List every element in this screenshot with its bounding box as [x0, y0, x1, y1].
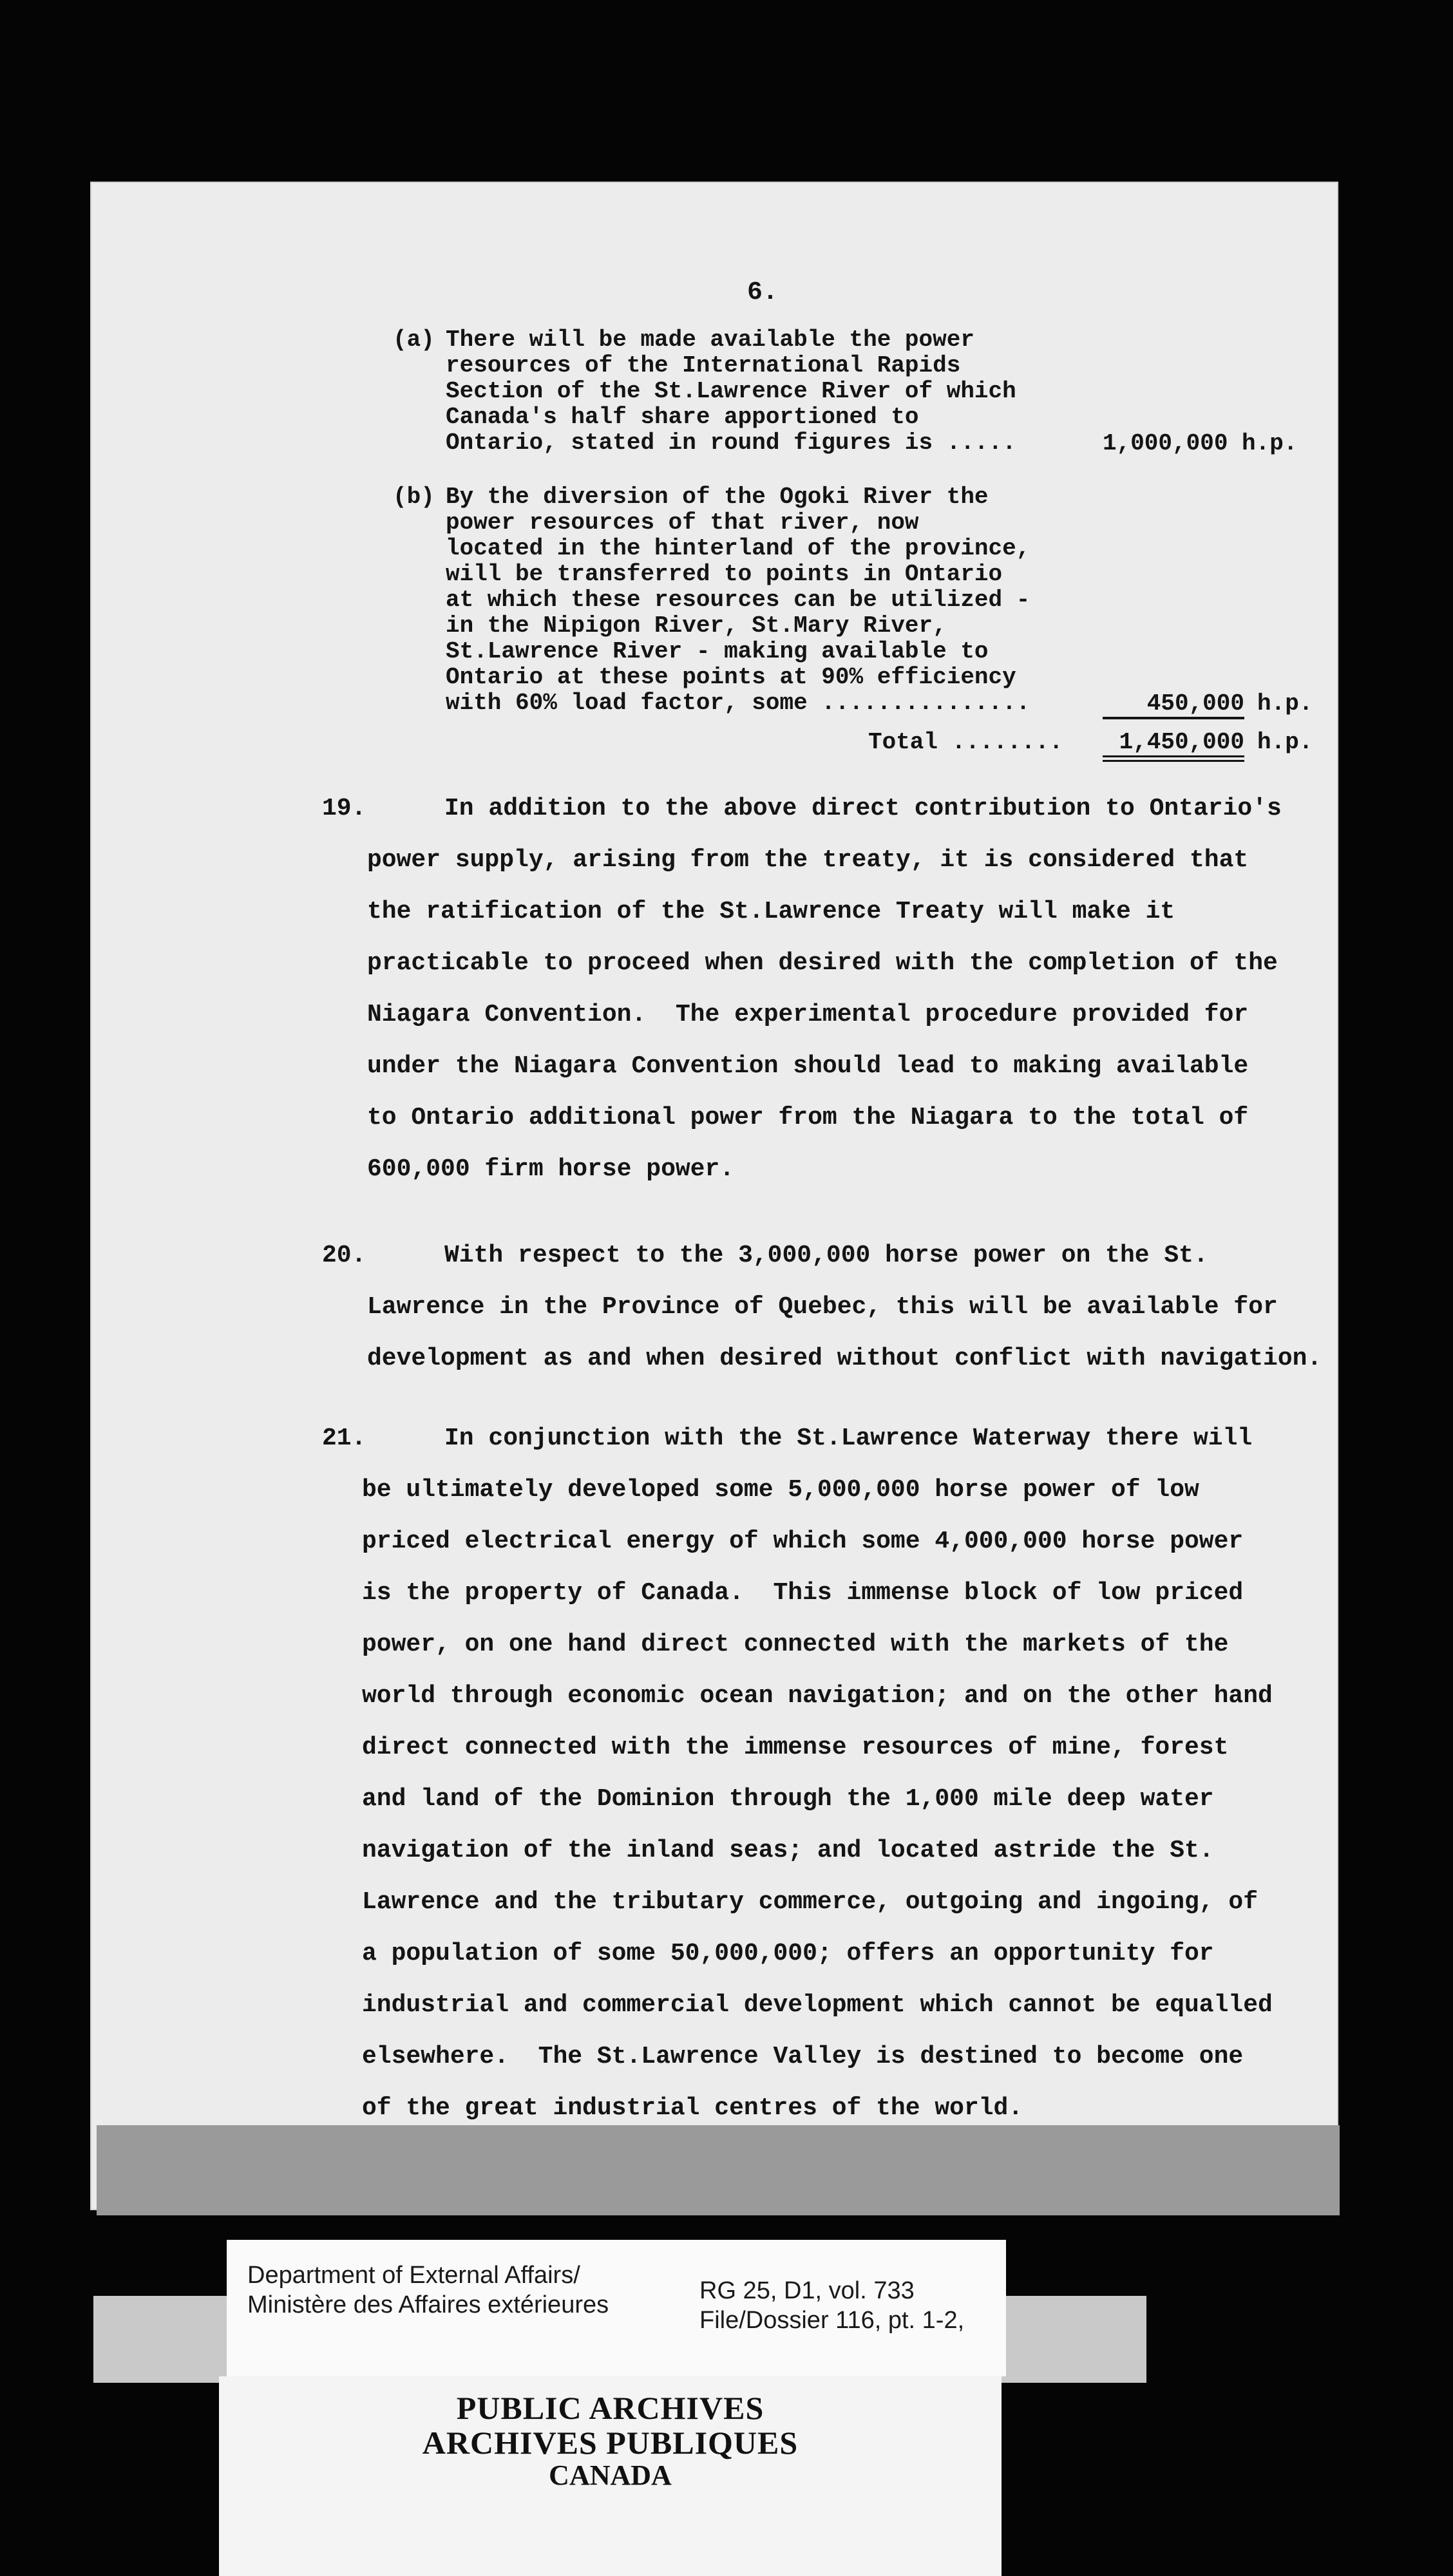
paragraph-line: Lawrence in the Province of Quebec, this will be available for [367, 1293, 1278, 1321]
figure-b: 450,000 [1103, 690, 1244, 719]
archive-label [227, 2240, 1006, 2376]
paragraph-line: a population of some 50,000,000; offers an opportunity for [362, 1940, 1214, 1967]
paragraph-line: practicable to proceed when desired with the completion of the [367, 949, 1278, 977]
figure-b-unit: h.p. [1257, 690, 1313, 717]
total-unit: h.p. [1257, 729, 1313, 755]
department-en: Department of External Affairs/ [247, 2262, 580, 2289]
item-line: located in the hinterland of the province, [446, 535, 1030, 562]
paragraph-line: world through economic ocean navigation; and on the other hand [362, 1682, 1273, 1710]
paragraph-line: Lawrence and the tributary commerce, outgoing and ingoing, of [362, 1888, 1258, 1916]
item-line: There will be made available the power [446, 327, 974, 353]
archives-stamp [219, 2376, 1002, 2576]
paragraph-line: be ultimately developed some 5,000,000 horse power of low [362, 1476, 1199, 1504]
item-line: Ontario at these points at 90% efficiency [446, 664, 1016, 690]
archive-file: File/Dossier 116, pt. 1-2, [699, 2307, 965, 2334]
page-number: 6. [747, 278, 779, 307]
paragraph-line: With respect to the 3,000,000 horse power on the St. [444, 1242, 1208, 1269]
paragraph-line: to Ontario additional power from the Niagara to the total of [367, 1104, 1249, 1132]
stamp-line-3: CANADA [549, 2459, 672, 2491]
paragraph-number: 21. [322, 1425, 366, 1452]
paragraph-line: power supply, arising from the treaty, it is considered that [367, 846, 1249, 874]
item-line: power resources of that river, now [446, 509, 919, 536]
item-line: St.Lawrence River - making available to [446, 638, 989, 665]
paragraph-number: 19. [322, 795, 366, 822]
item-label: (b) [393, 484, 435, 510]
archive-reference: RG 25, D1, vol. 733 [699, 2277, 915, 2304]
paragraph-line: and land of the Dominion through the 1,000 mile deep water [362, 1785, 1214, 1813]
paragraph-line: priced electrical energy of which some 4,000,000 horse power [362, 1528, 1244, 1555]
item-line: resources of the International Rapids [446, 352, 961, 379]
figure-a: 1,000,000 h.p. [1103, 430, 1298, 457]
list-item-b [393, 484, 1359, 716]
paragraph-line: the ratification of the St.Lawrence Treaty will make it [367, 898, 1175, 925]
paragraph-line: of the great industrial centres of the world. [362, 2094, 1023, 2122]
item-line: By the diversion of the Ogoki River the [446, 484, 989, 510]
item-line: will be transferred to points in Ontario [446, 561, 1003, 587]
item-line: Canada's half share apportioned to [446, 404, 919, 430]
paragraph-line: 600,000 firm horse power. [367, 1155, 735, 1183]
paragraph-line: development as and when desired without conflict with navigation. [367, 1345, 1322, 1372]
paragraph-line: power, on one hand direct connected with the markets of the [362, 1631, 1229, 1658]
stamp-line-2: ARCHIVES PUBLIQUES [422, 2425, 799, 2461]
item-line: at which these resources can be utilized - [446, 587, 1030, 613]
item-line: in the Nipigon River, St.Mary River, [446, 612, 947, 639]
total-label: Total ........ [868, 729, 1063, 755]
paragraph-line: elsewhere. The St.Lawrence Valley is destined to become one [362, 2043, 1244, 2070]
item-line: with 60% load factor, some ............... [446, 690, 1030, 716]
paragraph-line: under the Niagara Convention should lead to making available [367, 1052, 1249, 1080]
department-fr: Ministère des Affaires extérieures [247, 2291, 609, 2318]
paragraph-line: navigation of the inland seas; and located astride the St. [362, 1837, 1214, 1864]
paragraph-line: In conjunction with the St.Lawrence Waterway there will [444, 1425, 1253, 1452]
paragraph-line: direct connected with the immense resources of mine, forest [362, 1734, 1229, 1761]
total-figure: 1,450,000 [1103, 729, 1244, 762]
paragraph-line: industrial and commercial development which cannot be equalled [362, 1991, 1273, 2019]
stamp-line-1: PUBLIC ARCHIVES [456, 2390, 764, 2426]
paragraph-line: is the property of Canada. This immense block of low priced [362, 1579, 1244, 1607]
item-label: (a) [393, 327, 435, 353]
paragraph-number: 20. [322, 1242, 366, 1269]
item-line: Section of the St.Lawrence River of which [446, 378, 1016, 404]
item-line: Ontario, stated in round figures is ..... [446, 430, 1016, 456]
paragraph-line: In addition to the above direct contribution to Ontario's [444, 795, 1282, 822]
paragraph-line: Niagara Convention. The experimental procedure provided for [367, 1001, 1249, 1028]
